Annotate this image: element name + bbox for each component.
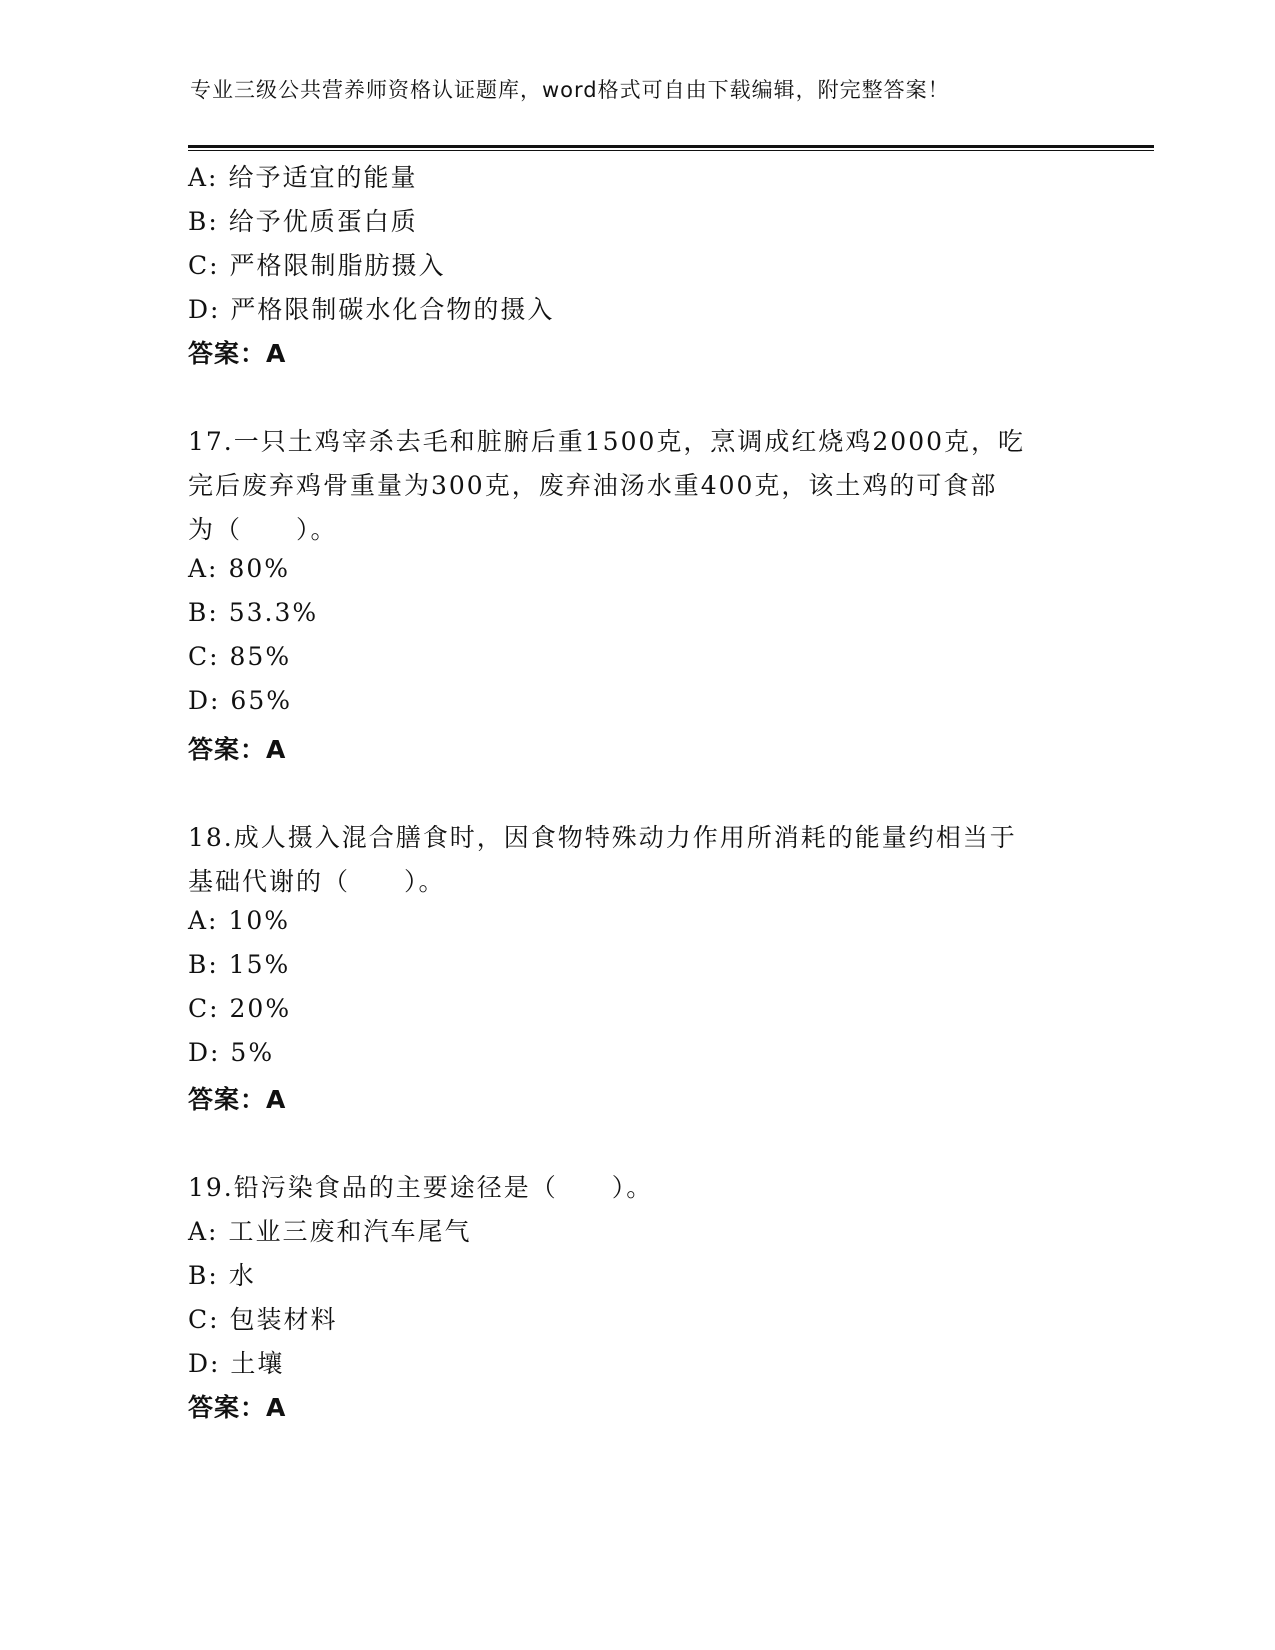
answer: 答案：A	[188, 1085, 287, 1114]
header-rule-thick	[188, 145, 1154, 148]
question-18-stem-line-1: 18.成人摄入混合膳食时，因食物特殊动力作用所消耗的能量约相当于	[188, 823, 1017, 852]
question-17-stem-line-2: 完后废弃鸡骨重量为300克，废弃油汤水重400克，该土鸡的可食部	[188, 471, 998, 500]
option-d: D: 65%	[188, 686, 292, 715]
option-d: D: 土壤	[188, 1349, 285, 1378]
answer: 答案：A	[188, 735, 287, 764]
option-d: D: 严格限制碳水化合物的摄入	[188, 295, 555, 324]
page-header: 专业三级公共营养师资格认证题库，word格式可自由下载编辑，附完整答案！	[190, 78, 950, 102]
header-rule-thin	[188, 150, 1154, 151]
question-17-stem-line-1: 17.一只土鸡宰杀去毛和脏腑后重1500克，烹调成红烧鸡2000克，吃	[188, 427, 1026, 456]
option-b: B: 水	[188, 1261, 256, 1290]
answer: 答案：A	[188, 339, 287, 368]
question-18-stem-line-2: 基础代谢的（ ）。	[188, 867, 446, 896]
option-c: C: 包装材料	[188, 1305, 338, 1334]
option-a: A: 10%	[188, 906, 291, 935]
question-19-stem-line-1: 19.铅污染食品的主要途径是（ ）。	[188, 1173, 654, 1202]
option-b: B: 15%	[188, 950, 291, 979]
option-c: C: 85%	[188, 642, 292, 671]
option-c: C: 20%	[188, 994, 292, 1023]
option-a: A: 工业三废和汽车尾气	[188, 1217, 472, 1246]
option-d: D: 5%	[188, 1038, 275, 1067]
answer: 答案：A	[188, 1393, 287, 1422]
option-a: A: 80%	[188, 554, 291, 583]
option-a: A: 给予适宜的能量	[188, 163, 418, 192]
option-c: C: 严格限制脂肪摄入	[188, 251, 446, 280]
question-17-stem-line-3: 为（ ）。	[188, 515, 338, 544]
option-b: B: 给予优质蛋白质	[188, 207, 418, 236]
option-b: B: 53.3%	[188, 598, 319, 627]
